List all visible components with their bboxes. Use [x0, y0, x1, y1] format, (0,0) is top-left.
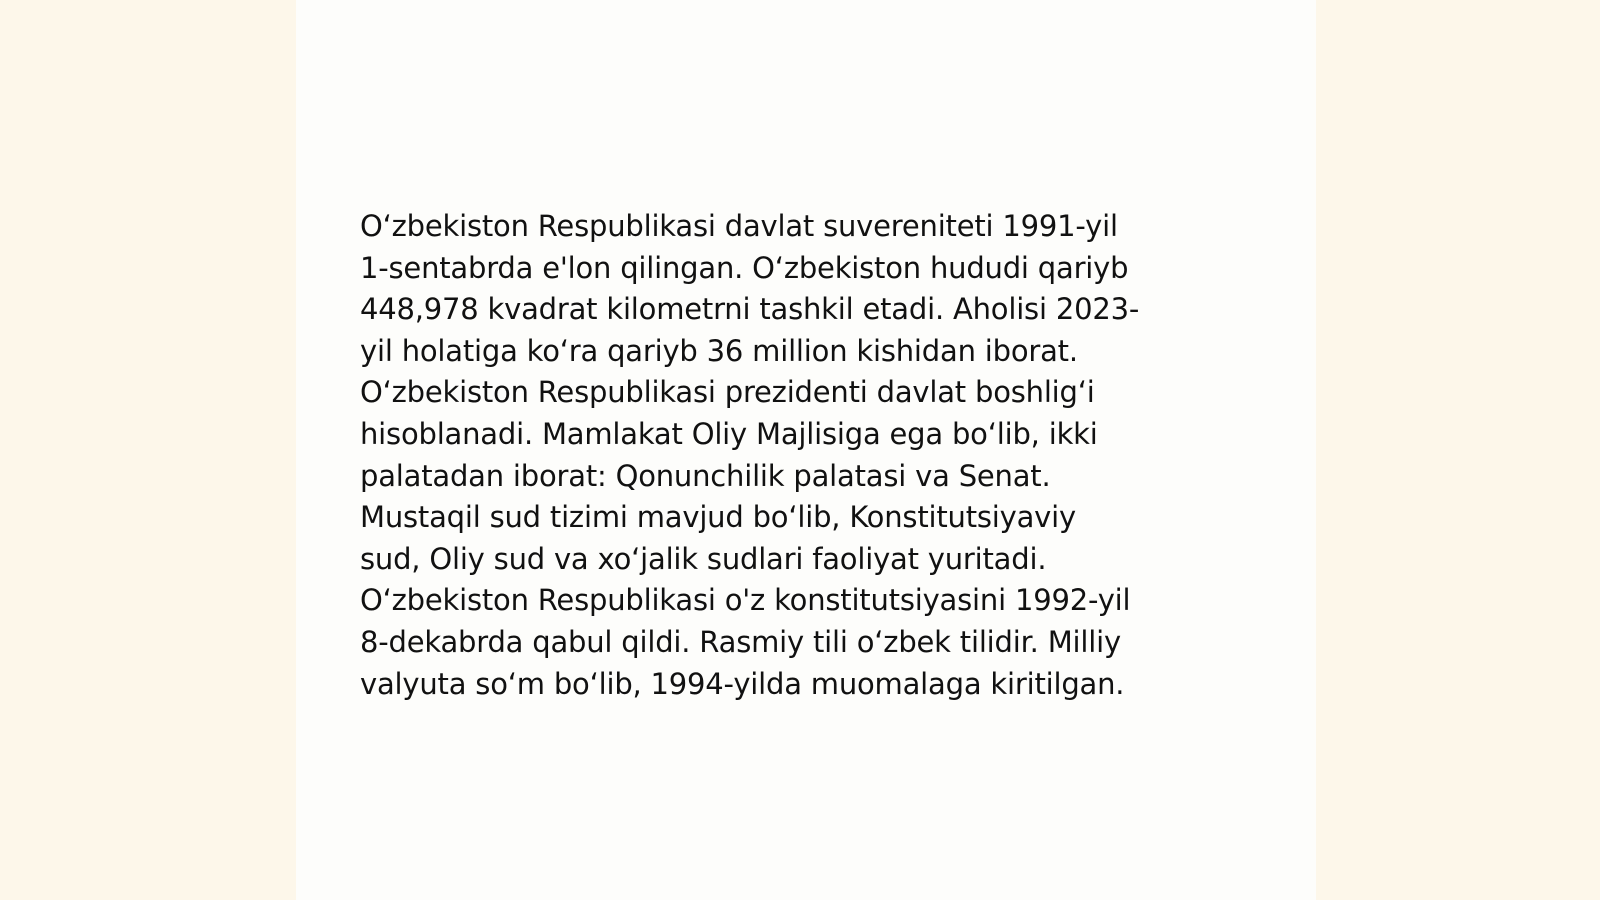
- text-line-8: Mustaqil sud tizimi mavjud bo‘lib, Konstitutsiyaviy: [360, 500, 1076, 535]
- text-line-3: 448,978 kvadrat kilometrni tashkil etadi. Aholisi 2023-: [360, 292, 1140, 327]
- text-line-12: valyuta so‘m bo‘lib, 1994-yilda muomalaga kiritilgan.: [360, 666, 1125, 701]
- document-sheet: [296, 0, 1316, 900]
- text-line-6: hisoblanadi. Mamlakat Oliy Majlisiga ega bo‘lib, ikki: [360, 416, 1098, 451]
- text-line-1: O‘zbekiston Respublikasi davlat suvereniteti 1991-yil: [360, 209, 1118, 243]
- text-line-7: palatadan iborat: Qonunchilik palatasi va Senat.: [360, 458, 1051, 493]
- body-paragraph: [360, 206, 1260, 705]
- text-line-11: 8-dekabrda qabul qildi. Rasmiy tili o‘zbek tilidir. Milliy: [360, 624, 1121, 659]
- text-line-2: 1-sentabrda e'lon qilingan. O‘zbekiston hududi qariyb: [360, 250, 1129, 285]
- text-line-10: O‘zbekiston Respublikasi o'z konstitutsiyasini 1992-yil: [360, 583, 1131, 618]
- text-line-4: yil holatiga ko‘ra qariyb 36 million kishidan iborat.: [360, 333, 1078, 368]
- text-line-9: sud, Oliy sud va xo‘jalik sudlari faoliyat yuritadi.: [360, 541, 1047, 576]
- text-line-5: O‘zbekiston Respublikasi prezidenti davlat boshlig‘i: [360, 375, 1095, 410]
